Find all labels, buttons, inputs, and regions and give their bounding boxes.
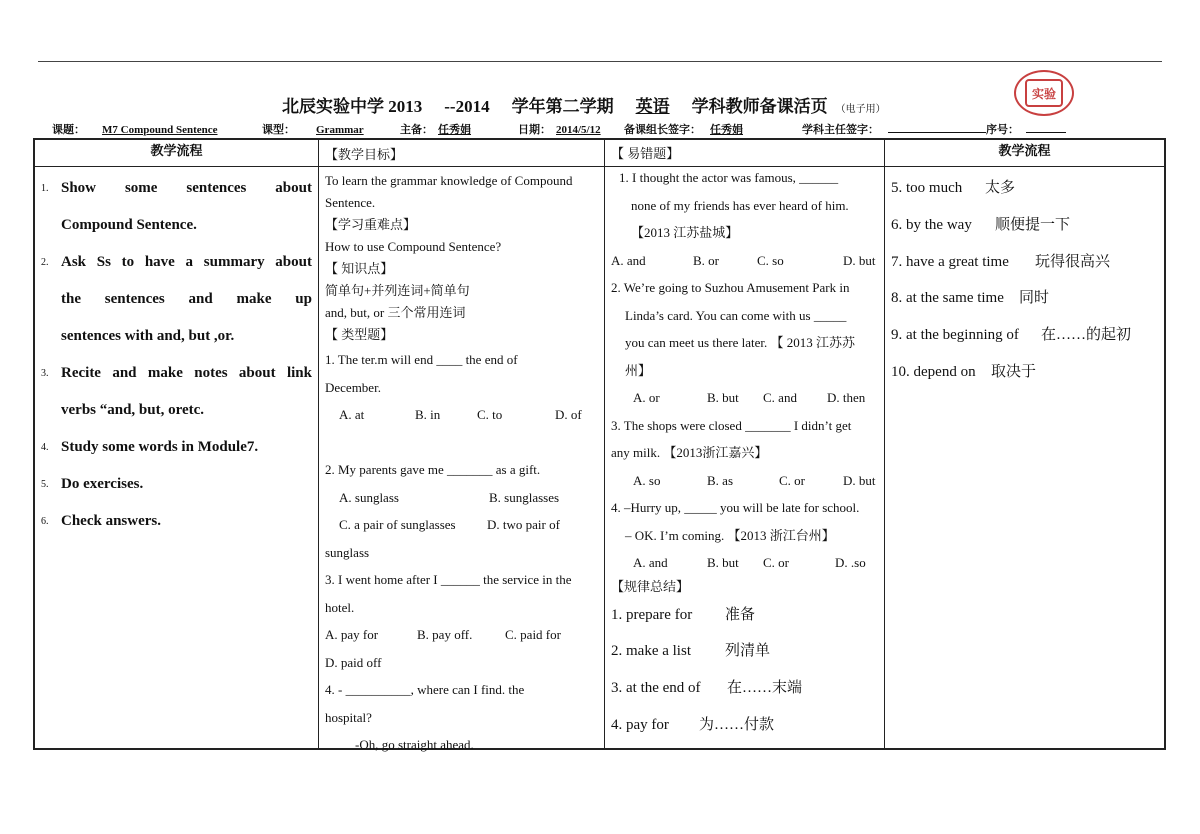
question-text: 4. - __________, where can I find. the: [325, 682, 525, 697]
question-text: 1. I thought the actor was famous, ______: [619, 170, 839, 185]
leader-label: 备课组长签字：: [624, 124, 701, 136]
question-text: -Oh, go straight ahead.: [355, 737, 474, 752]
question-options: A. or B. but C. and D. then: [633, 390, 866, 405]
question-text: 3. The shops were closed _______ I didn’t get: [611, 417, 852, 433]
rule-item: 4. pay for 为……付款: [611, 716, 775, 733]
step-item: 6. Check answers.: [41, 513, 161, 529]
question-source: 【2013 江苏盐城】: [631, 225, 739, 240]
school-seal-logo: [1014, 70, 1074, 116]
steps-list: [41, 170, 312, 540]
top-rule: [38, 61, 1162, 62]
serial-label: 序号：: [986, 124, 1019, 136]
phrase-item: 10. depend on 取决于: [891, 363, 1037, 380]
question-text: 2. We’re going to Suzhou Amusement Park in: [611, 280, 850, 295]
step-item: 1. Show some sentences about Compound Sentence.: [41, 180, 312, 233]
edition: （电子用）: [835, 104, 886, 115]
rule-item: 2. make a list 列清单: [611, 643, 771, 660]
phrase-list: [891, 170, 1158, 391]
col-teaching-process: [35, 140, 319, 748]
step-item: 2. Ask Ss to have a summary about the sentences and make up sentences with and, but ,or.: [41, 254, 312, 344]
rules-heading: 【规律总结】: [611, 578, 690, 594]
question-options: A. sunglass B. sunglasses: [339, 489, 560, 505]
rule-item: 3. at the end of 在……末端: [611, 680, 803, 697]
col-common-errors: [605, 140, 885, 748]
question-text: hospital?: [325, 709, 372, 725]
question-text: none of my friends has ever heard of him.: [631, 197, 849, 213]
knowledge-text: and, but, or 三个常用连词: [325, 305, 466, 320]
date-label: 日期：: [518, 124, 551, 136]
key-text: How to use Compound Sentence?: [325, 239, 502, 254]
col-teaching-process-2: [885, 140, 1164, 748]
knowledge-text: 简单句+并列连词+简单句: [325, 283, 470, 298]
topic-label: 课题：: [52, 124, 85, 136]
step-item: 4. Study some words in Module7.: [41, 439, 259, 455]
question-text: sunglass: [325, 544, 370, 560]
step-item: 3. Recite and make notes about link verbs “and, but, oretc.: [41, 365, 312, 418]
leader-value: 任秀娟: [710, 124, 743, 136]
phrase-item: 5. too much 太多: [891, 180, 1016, 196]
question-options: A. at B. in C. to D. of: [339, 407, 582, 422]
question-text: hotel.: [325, 599, 355, 615]
director-value: [888, 121, 986, 133]
knowledge-heading: 【 知识点】: [325, 261, 394, 276]
author-label: 主备：: [400, 124, 433, 136]
goal-text: Sentence.: [325, 195, 376, 210]
goal-heading: 【教学目标】: [325, 147, 404, 162]
question-options: A. pay for B. pay off. C. paid for: [325, 627, 561, 642]
question-text: 1. The ter.m will end ____ the end of: [325, 352, 518, 367]
question-text: – OK. I’m coming. 【2013 浙江台州】: [625, 527, 835, 543]
question-text: 2. My parents gave me _______ as a gift.: [325, 462, 541, 477]
question-options: A. and B. or C. so D. but: [611, 252, 876, 268]
rule-item: 1. prepare for 准备: [611, 606, 756, 623]
phrase-item: 7. have a great time 玩得很高兴: [891, 253, 1111, 270]
question-text: you can meet us there later. 【 2013 江苏苏: [625, 335, 855, 350]
col2-body: [325, 144, 598, 759]
question-options: A. so B. as C. or D. but: [633, 472, 876, 488]
seal-mark: 实验: [1025, 79, 1063, 107]
col4-header: 教学流程: [885, 140, 1164, 167]
col3-body: [611, 144, 880, 744]
info-bar: [52, 121, 1162, 137]
subject: 英语: [635, 97, 670, 116]
step-item: 5. Do exercises.: [41, 476, 144, 492]
author-value: 任秀娟: [438, 124, 471, 136]
question-text: any milk. 【2013浙江嘉兴】: [611, 445, 768, 460]
school-years: --2014: [444, 97, 490, 116]
phrase-item: 8. at the same time 同时: [891, 290, 1050, 307]
col-grammar: [319, 140, 605, 752]
phrase-item: 6. by the way 顺便提一下: [891, 216, 1071, 233]
question-option: D. paid off: [325, 654, 382, 670]
question-text: Linda’s card. You can come with us _____: [625, 307, 847, 323]
goal-text: To learn the grammar knowledge of Compound: [325, 173, 573, 188]
type-label: 课型：: [262, 124, 295, 136]
col1-header: 教学流程: [35, 140, 318, 167]
lesson-table: [33, 138, 1166, 750]
question-options: A. and B. but C. or D. .so: [633, 555, 866, 570]
topic-value: M7 Compound Sentence: [102, 124, 218, 136]
type-heading: 【 类型题】: [325, 327, 394, 342]
serial-value: [1026, 121, 1066, 133]
phrase-item: 9. at the beginning of 在……的起初: [891, 327, 1132, 344]
key-heading: 【学习重难点】: [325, 217, 417, 232]
errors-heading: 【 易错题】: [611, 146, 680, 161]
director-label: 学科主任签字：: [802, 124, 879, 136]
page-kind: 学科教师备课活页: [691, 97, 828, 116]
question-text: 4. –Hurry up, _____ you will be late for school.: [611, 500, 860, 515]
term: 学年第二学期: [511, 97, 614, 116]
type-value: Grammar: [316, 124, 364, 136]
question-text: 3. I went home after I ______ the service in the: [325, 572, 572, 587]
school-name: 北辰实验中学 2013: [282, 97, 423, 116]
page-title: [282, 92, 908, 117]
date-value: 2014/5/12: [556, 124, 601, 136]
question-text: 州】: [625, 362, 652, 378]
question-options: C. a pair of sunglasses D. two pair of: [339, 517, 560, 532]
question-text: December.: [325, 379, 381, 395]
